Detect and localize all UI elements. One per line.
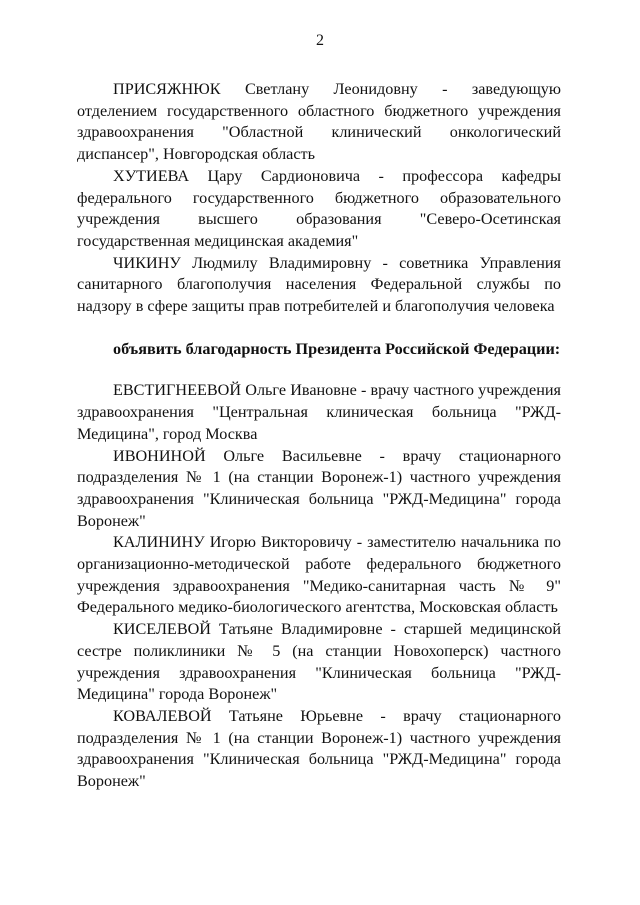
document-body	[77, 79, 561, 793]
gratitude-entry: КАЛИНИНУ Игорю Викторовичу - заместителю начальника по организационно-методической работе федерального бюджетного учреждения здравоохранения "Медико-санитарная часть № 9" Федерального медико-биологического агентства, Московская область	[77, 533, 561, 617]
section-spacer	[77, 318, 561, 339]
gratitude-entry: ИВОНИНОЙ Ольге Васильевне - врачу стационарного подразделения № 1 (на станции Воронеж-1) частного учреждения здравоохранения "Клиническая больница "РЖД-Медицина" города Воронеж"	[77, 446, 561, 530]
award-entry: ПРИСЯЖНЮК Светлану Леонидовну - заведующую отделением государственного областного бюджетного учреждения здравоохранения "Областной клинический онкологический диспансер", Новгородская область	[77, 80, 561, 164]
gratitude-entry: КОВАЛЕВОЙ Татьяне Юрьевне - врачу стационарного подразделения № 1 (на станции Воронеж-1) частного учреждения здравоохранения "Клиническая больница "РЖД-Медицина" города Воронеж"	[77, 706, 561, 791]
page-number: 2	[316, 32, 324, 49]
gratitude-entry: ЕВСТИГНЕЕВОЙ Ольге Ивановне - врачу частного учреждения здравоохранения "Центральная клиническая больница "РЖД-Медицина", город Москва	[77, 381, 561, 443]
gratitude-entry: КИСЕЛЕВОЙ Татьяне Владимировне - старшей медицинской сестре поликлиники № 5 (на станции Новохоперск) частного учреждения здравоохранения "Клиническая больница "РЖД-Медицина" города Воронеж"	[77, 620, 561, 704]
section-spacer	[77, 360, 561, 380]
section-heading: объявить благодарность Президента Российской Федерации:	[113, 339, 561, 358]
award-entry: ЧИКИНУ Людмилу Владимировну - советника Управления санитарного благополучия населения Федеральной службы по надзору в сфере защиты прав потребителей и благополучия человека	[77, 253, 561, 316]
award-entry: ХУТИЕВА Цару Сардионовича - профессора кафедры федерального государственного бюджетного образовательного учреждения высшего образования "Северо-Осетинская государственная медицинская академия"	[77, 166, 561, 250]
